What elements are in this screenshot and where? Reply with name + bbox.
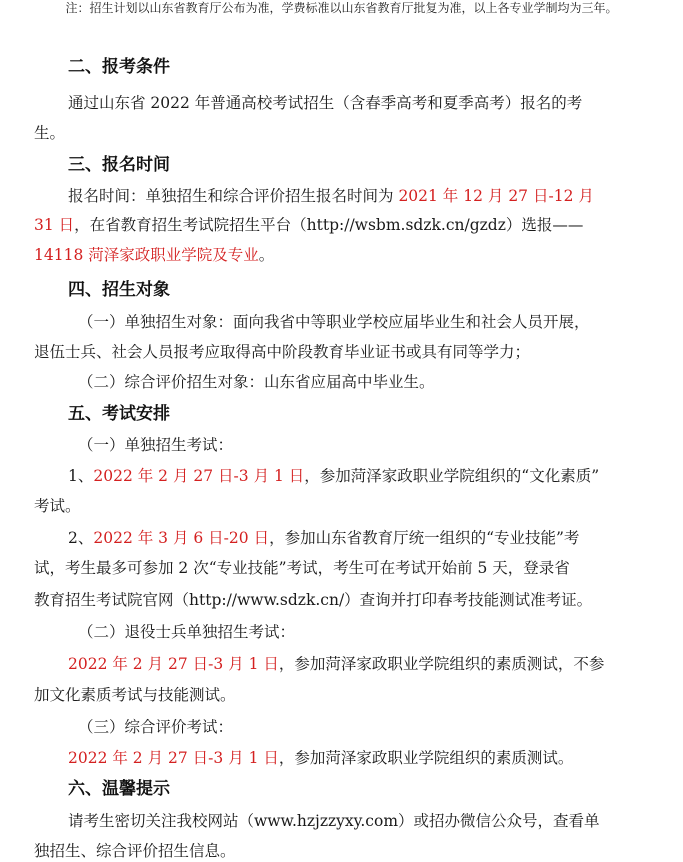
section-heading-exam-arrangement: 五、考试安排 [68,404,170,424]
veteran-exam-line-1 [68,653,604,675]
comprehensive-exam-text: ，参加菏泽家政职业学院组织的素质测试。 [278,749,574,767]
footnote: 注：招生计划以山东省教育厅公布为准，学费标准以山东省教育厅批复为准，以上各专业学制均为三年。 [65,1,618,15]
section-heading-registration-time: 三、报名时间 [68,155,170,175]
target-line-1: （一）单独招生对象：面向我省中等职业学校应届毕业生和社会人员开展， [78,313,590,331]
exam-item-1-line-1 [68,465,599,487]
exam-item-2-line-1 [68,527,579,549]
tips-line-2: 独招生、综合评价招生信息。 [34,842,236,860]
exam-item-1-line-2: 考试。 [34,497,81,515]
veteran-exam-date: 2022 年 2 月 27 日-3 月 1 日 [68,655,279,673]
target-line-2: 退伍士兵、社会人员报考应取得高中阶段教育毕业证书或具有同等学力； [34,343,531,361]
registration-text: 报名时间：单独招生和综合评价招生报名时间为 [68,187,399,205]
section-heading-requirements: 二、报考条件 [68,57,170,77]
comprehensive-exam-date: 2022 年 2 月 27 日-3 月 1 日 [68,749,279,767]
tips-line-1: 请考生密切关注我校网站（www.hzjzzyxy.com）或招办微信公众号，查看单 [68,812,600,830]
exam-item-2-line-3: 教育招生考试院官网（http://www.sdzk.cn/）查询并打印春考技能测试准考证。 [34,591,593,609]
veteran-exam-text: ，参加菏泽家政职业学院组织的素质测试，不参 [278,655,605,673]
comprehensive-exam-line [68,747,573,769]
school-code-highlight: 14118 菏泽家政职业学院及专业 [34,246,259,264]
exam-item-2-text: ，参加山东省教育厅统一组织的“专业技能”考 [269,529,580,547]
requirements-line-2: 生。 [34,124,66,142]
item-number: 1、 [68,467,94,485]
registration-line-2 [34,214,583,236]
registration-period: 。 [258,246,275,264]
registration-platform-text: ，在省教育招生考试院招生平台（http://wsbm.sdzk.cn/gzdz）选报—— [74,216,584,234]
registration-date-end: 31 日 [34,216,75,234]
registration-line-1 [68,185,594,207]
target-line-3: （二）综合评价招生对象：山东省应届高中毕业生。 [78,373,435,391]
exam-sub-1: （一）单独招生考试： [78,436,234,454]
exam-item-2-date: 2022 年 3 月 6 日-20 日 [93,529,270,547]
registration-date-highlight: 2021 年 12 月 27 日-12 月 [398,187,594,205]
item-number: 2、 [68,529,94,547]
exam-sub-2: （二）退役士兵单独招生考试： [78,623,296,641]
veteran-exam-line-2: 加文化素质考试与技能测试。 [34,686,236,704]
exam-item-2-line-2: 试，考生最多可参加 2 次“专业技能”考试，考生可在考试开始前 5 天，登录省 [34,559,570,577]
exam-item-1-text: ，参加菏泽家政职业学院组织的“文化素质” [304,467,600,485]
exam-item-1-date: 2022 年 2 月 27 日-3 月 1 日 [93,467,305,485]
requirements-line-1: 通过山东省 2022 年普通高校考试招生（含春季高考和夏季高考）报名的考 [68,94,583,112]
exam-sub-3: （三）综合评价考试： [78,718,234,736]
section-heading-tips: 六、温馨提示 [68,779,170,799]
section-heading-target-students: 四、招生对象 [68,280,170,300]
registration-line-3 [34,244,274,266]
